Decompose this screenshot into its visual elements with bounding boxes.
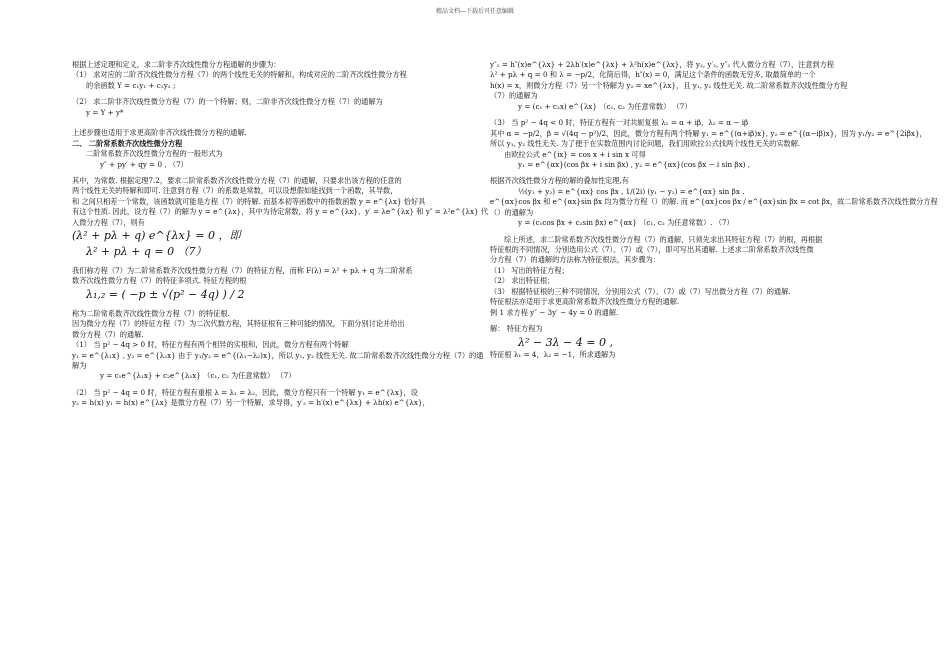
- text-line: 其中，为常数. 根据定理7.2，要求二阶常系数齐次线性微分方程（7）的通解，只要求出该方程的任意的: [72, 175, 402, 185]
- text-line: 数齐次线性微分方程（7）的特征多项式. 特征方程的根: [72, 276, 247, 286]
- text-line: 例 1 求方程 y″ − 3y′ − 4y = 0 的通解.: [490, 307, 619, 317]
- text-line: （2） 当 p² − 4q = 0 时，特征方程有重根 λ = λ₁ = λ₂，因此，微分方程只有一个特解 y₁ = e^{λx}，设: [72, 387, 418, 397]
- text-line: （1） 当 p² − 4q > 0 时，特征方程有两个相异的实根和，因此，微分方程有两个特解: [72, 340, 349, 350]
- right-column: [490, 60, 938, 361]
- text-line: 其中 α = −p/2，β = √(4q − p²)/2，因此，微分方程有两个特解 y₁ = e^{(α+iβ)x}, y₂ = e^{(α−iβ)x}，因为 y₁/y₂ = e^{2iβx}，: [490, 128, 927, 138]
- text-line: (λ² + pλ + q) e^{λx} = 0 ，即: [72, 229, 241, 243]
- text-line: （3） 当 p² − 4q < 0 时，特征方程有一对共轭复根 λ₁ = α + iβ，λ₂ = α − iβ: [490, 118, 749, 128]
- text-line: 和 之间只相差一个常数，该函数就可能是方程（7）的特解. 而基本初等函数中的指数函数 y = e^{λx} 恰好具: [72, 196, 426, 206]
- text-line: 二、 二阶常系数齐次线性微分方程: [72, 138, 183, 148]
- text-line: （2） 求出特征根；: [490, 276, 555, 286]
- text-line: （7）的通解为: [490, 91, 538, 101]
- text-line: （3） 根据特征根的三种不同情况，分别用公式（7）、（7）或（7）写出微分方程（7）的通解.: [490, 286, 791, 296]
- text-line: y = (c₁cos βx + c₂sin βx) e^{αx} （c₁, c₂ 为任意常数）. （7）: [518, 218, 734, 228]
- text-line: 二阶常系数齐次线性微分方程的一般形式为: [86, 149, 223, 159]
- spacer: [72, 118, 467, 128]
- text-line: λ² + pλ + q = 0 （7）: [86, 245, 207, 259]
- text-line: 微分方程（7）的通解.: [72, 329, 144, 339]
- text-line: （）的通解为: [490, 207, 534, 217]
- text-line: y″ + py′ + qy = 0 , （7）: [100, 159, 188, 169]
- text-line: y = Y + y*: [86, 107, 124, 117]
- text-line: y″₂ = h″(x)e^{λx} + 2λh′(x)e^{λx} + λ²h(x)e^{λx}，将 y₂, y′₂, y″₂ 代入微分方程（7），注意到方程: [490, 60, 835, 69]
- text-line: 解为: [72, 361, 87, 370]
- text-line: 特征根 λ₁ = 4，λ₂ = −1，所求通解为: [490, 350, 616, 360]
- text-line: y₂ = h(x) y₁ = h(x) e^{λx} 是微分方程（7）另一个特解，求导得，y′₂ = h′(x) e^{λx} + λh(x) e^{λx}，: [72, 398, 430, 408]
- page-header: 精品文档---下载后可任意编辑: [435, 8, 515, 15]
- text-line: 综上所述，求二阶常系数齐次线性微分方程（7）的通解，只须先求出其特征方程（7）的根，再根据: [504, 234, 823, 244]
- text-line: 的余函数 Y = c₁y₁ + c₂y₂ ;: [86, 80, 176, 90]
- text-line: y = c₁e^{λ₁x} + c₂e^{λ₂x} （c₁, c₂ 为任意常数） （7）: [100, 371, 296, 381]
- text-line: y₁ = e^{αx}(cos βx + i sin βx) , y₂ = e^{αx}(cos βx − i sin βx) ,: [518, 159, 751, 169]
- text-line: 称为二阶常系数齐次线性微分方程（7）的特征根.: [72, 308, 230, 318]
- text-line: （1） 求对应的二阶齐次线性微分方程（7）的两个线性无关的特解和，构成对应的二阶齐次线性微分方程: [72, 70, 407, 80]
- text-line: 有这个性质. 因此，设方程（7）的解为 y = e^{λx}，其中为待定常数，将 y = e^{λx}、y′ = λe^{λx} 和 y″ = λ²e^{λx} 代: [72, 207, 489, 217]
- text-line: 我们称方程（7）为二阶常系数齐次线性微分方程（7）的特征方程，而称 F(λ) = λ² + pλ + q 为二阶常系: [72, 266, 413, 275]
- text-line: 根据上述定理和定义，求二阶非齐次线性微分方程通解的步骤为：: [72, 60, 281, 69]
- text-line: 由欧拉公式 e^{ix} = cos x + i sin x 可得: [504, 149, 646, 159]
- text-line: λ² − 3λ − 4 = 0 ,: [518, 335, 613, 349]
- text-line: 解： 特征方程为: [490, 324, 543, 334]
- text-line: 分方程（7）的通解的方法称为特征根法，其步骤为：: [490, 255, 660, 265]
- text-line: y = (c₁ + c₂x) e^{λx} （c₁, c₂ 为任意常数） （7）: [518, 101, 692, 111]
- text-line: 上述步骤也适用于求更高阶非齐次线性微分方程的通解.: [72, 128, 247, 138]
- text-line: 特征根的不同情况，分别选用公式（7）、（7）或（7），即可写出其通解. 上述求二阶常系数齐次线性微: [490, 245, 814, 254]
- text-line: λ₁,₂ = ( −p ± √(p² − 4q) ) / 2: [86, 287, 245, 301]
- text-line: ½(y₁ + y₂) = e^{αx} cos βx , 1/(2i) (y₁ − y₂) = e^{αx} sin βx .: [518, 186, 745, 196]
- left-column: [72, 60, 489, 409]
- text-line: 特征根法亦适用于求更高阶常系数齐次线性微分方程的通解.: [490, 297, 680, 307]
- text-line: 入微分方程（7），则有: [72, 217, 145, 227]
- text-line: h(x) = x，则微分方程（7）另一个特解为 y₂ = xe^{λx}，且 y₁, y₂ 线性无关. 故二阶常系数齐次线性微分方程: [490, 80, 848, 90]
- text-line: 两个线性无关的特解和即可. 注意到方程（7）的系数是常数，可以设想假如能找到一个函数，其导数，: [72, 186, 398, 196]
- text-line: （1） 写出的特征方程；: [490, 265, 569, 275]
- text-line: 根据齐次线性微分方程的解的叠加性定理,有: [490, 176, 629, 186]
- text-line: y₁ = e^{λ₁x} , y₂ = e^{λ₂x} 由于 y₁/y₂ = e^{(λ₁−λ₂)x}，所以 y₁, y₂ 线性无关. 故二阶常系数齐次线性微分方程（7）的通: [72, 350, 484, 360]
- text-line: （2） 求二阶非齐次线性微分方程（7）的一个特解；则，二阶非齐次线性微分方程（7）的通解为: [72, 97, 383, 107]
- text-line: λ² + pλ + q = 0 和 λ = −p/2，化简后得，h″(x) = 0，满足这个条件的函数无穷多, 取最简单的一个: [490, 70, 816, 80]
- text-line: 因为微分方程（7）的特征方程（7）为二次代数方程，其特征根有三种可能的情况，下面分别讨论并给出: [72, 319, 405, 329]
- text-line: e^{αx}cos βx 和 e^{αx}sin βx 均为微分方程（）的解. 而 e^{αx}cos βx / e^{αx}sin βx = cot βx，故二阶常系数齐次线性微分方程: [490, 197, 938, 207]
- text-line: 所以 y₁, y₂ 线性无关. 为了便于在实数范围内讨论问题，我们用欧拉公式找两个线性无关的实数解.: [490, 139, 801, 149]
